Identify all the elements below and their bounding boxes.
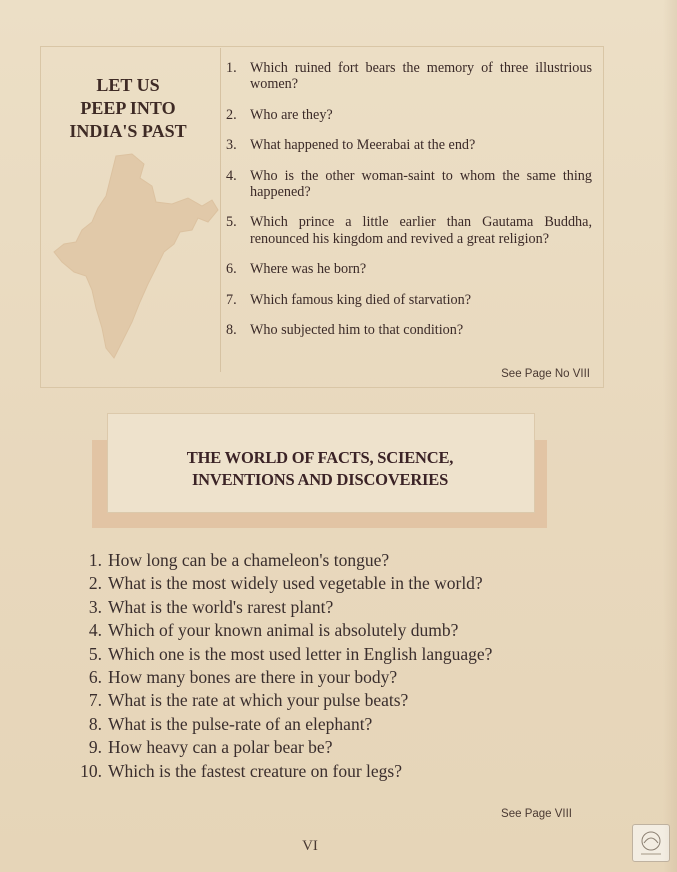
list-item — [226, 168, 592, 201]
india-section-title — [48, 74, 208, 143]
list-item — [70, 666, 590, 689]
india-see-page-ref: See Page No VIII — [501, 368, 590, 380]
facts-question-list — [70, 549, 590, 783]
list-item — [226, 137, 592, 153]
question-text: What is the world's rarest plant? — [108, 596, 334, 617]
list-item — [70, 713, 590, 736]
facts-title-line: THE WORLD OF FACTS, SCIENCE, — [186, 448, 454, 467]
question-text: Which one is the most used letter in English language? — [108, 643, 493, 664]
question-number: 5. — [226, 214, 237, 231]
question-text: What is the pulse-rate of an elephant? — [108, 713, 373, 734]
question-number: 1. — [226, 60, 237, 76]
question-number: 7. — [88, 690, 102, 711]
list-item — [70, 760, 590, 783]
india-question-list — [226, 60, 592, 352]
question-number: 6. — [226, 261, 237, 278]
question-text: Which is the fastest creature on four legs? — [108, 760, 402, 781]
question-number: 4. — [226, 167, 237, 184]
question-text: Who subjected him to that condition? — [250, 322, 464, 339]
page-crease — [663, 0, 677, 872]
question-text: Which famous king died of starvation? — [250, 291, 472, 308]
list-item — [226, 261, 592, 277]
facts-see-page-ref: See Page VIII — [501, 808, 572, 820]
question-text: Who is the other woman-saint to whom the same thing happened? — [250, 167, 592, 201]
question-number: 10. — [80, 760, 102, 781]
question-number: 3. — [226, 137, 237, 154]
list-item — [70, 736, 590, 759]
question-text: Which ruined fort bears the memory of three illustrious women? — [250, 60, 592, 93]
question-number: 5. — [88, 643, 102, 664]
list-item — [70, 572, 590, 595]
list-item — [70, 643, 590, 666]
question-number: 8. — [226, 322, 237, 339]
india-title-line: LET US — [96, 75, 160, 95]
list-item — [70, 619, 590, 642]
facts-title-line: INVENTIONS AND DISCOVERIES — [191, 470, 449, 489]
question-text: Which prince a little earlier than Gautama Buddha, renounced his kingdom and revived a great religion? — [250, 214, 592, 247]
india-map-icon — [52, 152, 220, 366]
list-item — [70, 689, 590, 712]
question-text: Which of your known animal is absolutely dumb? — [108, 620, 459, 641]
question-number: 2. — [226, 106, 237, 123]
list-item — [226, 292, 592, 308]
page-number: VI — [302, 838, 318, 854]
question-text: How many bones are there in your body? — [108, 667, 398, 688]
question-number: 7. — [226, 291, 237, 308]
question-number: 2. — [88, 573, 102, 594]
list-item — [226, 107, 592, 123]
india-title-line: INDIA'S PAST — [69, 121, 187, 141]
list-item — [70, 549, 590, 572]
question-text: Who are they? — [250, 106, 333, 123]
list-item — [226, 214, 592, 247]
list-item — [70, 596, 590, 619]
question-number: 1. — [88, 550, 102, 570]
question-text: Where was he born? — [250, 261, 367, 278]
box-divider — [220, 48, 221, 372]
question-number: 3. — [88, 596, 102, 617]
list-item — [226, 60, 592, 93]
question-text: How heavy can a polar bear be? — [108, 737, 333, 758]
question-text: What is the most widely used vegetable in the world? — [108, 573, 483, 594]
list-item — [226, 322, 592, 338]
india-title-line: PEEP INTO — [80, 98, 176, 118]
question-number: 9. — [88, 737, 102, 758]
question-number: 4. — [88, 620, 102, 641]
facts-section-title — [107, 447, 533, 491]
question-text: What is the rate at which your pulse beats? — [108, 690, 409, 711]
question-text: What happened to Meerabai at the end? — [250, 137, 476, 154]
question-text: How long can be a chameleon's tongue? — [108, 550, 390, 570]
question-number: 8. — [88, 713, 102, 734]
question-number: 6. — [88, 667, 102, 688]
